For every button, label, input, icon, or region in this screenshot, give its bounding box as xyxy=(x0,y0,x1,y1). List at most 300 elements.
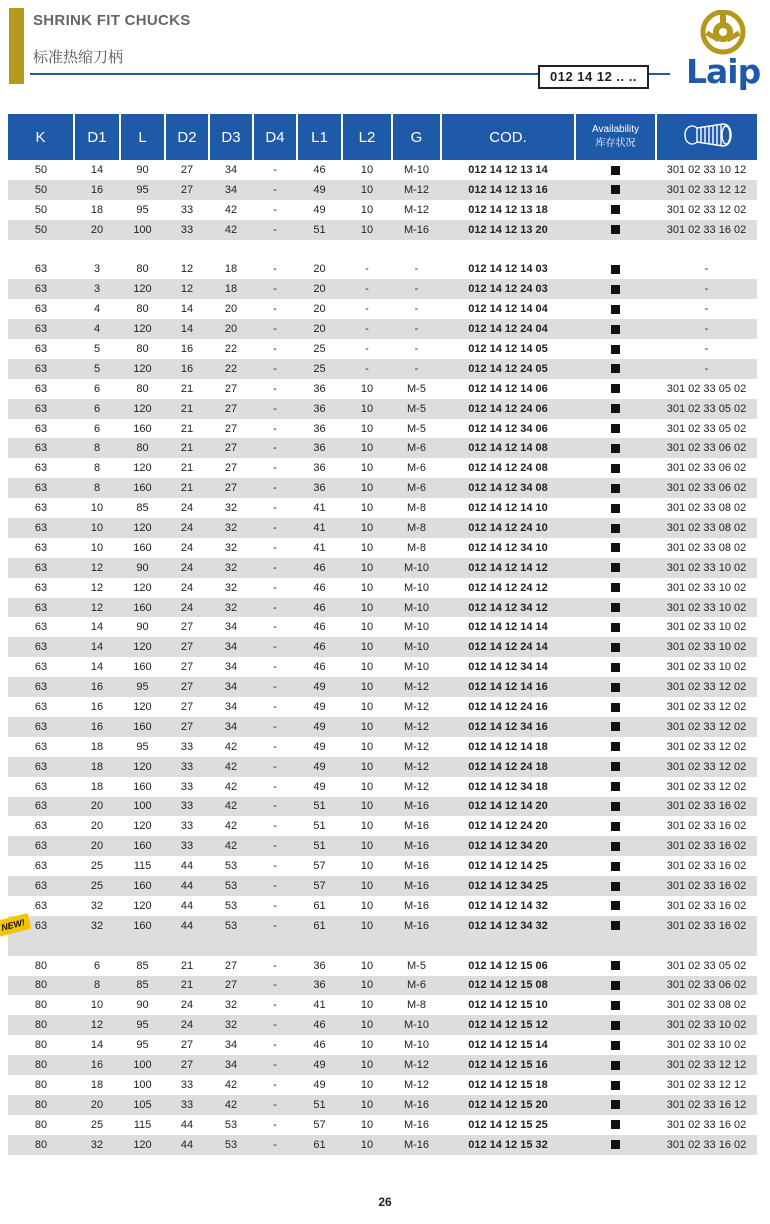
cell-l2: 10 xyxy=(342,419,392,439)
cell-d1: 14 xyxy=(74,657,120,677)
cell-cod: 012 14 12 14 20 xyxy=(441,797,575,817)
cell-l: 120 xyxy=(120,279,165,299)
cell-d2: 21 xyxy=(165,458,209,478)
cell-d3: 42 xyxy=(209,200,253,220)
cell-d1: 5 xyxy=(74,339,120,359)
cell-l1: 57 xyxy=(297,876,342,896)
cell-d2: 16 xyxy=(165,359,209,379)
product-table xyxy=(8,114,757,1155)
cell-d3: 34 xyxy=(209,160,253,180)
cell-d1: 20 xyxy=(74,797,120,817)
cell-d3: 32 xyxy=(209,498,253,518)
cell-availability xyxy=(575,816,656,836)
cell-k: 63 xyxy=(8,379,74,399)
cell-l2: 10 xyxy=(342,697,392,717)
cell-d4: - xyxy=(253,856,297,876)
cell-d3: 32 xyxy=(209,598,253,618)
cell-cod: 012 14 12 14 08 xyxy=(441,438,575,458)
cell-cod: 012 14 12 15 20 xyxy=(441,1095,575,1115)
cell-d1: 6 xyxy=(74,399,120,419)
cell-d2: 33 xyxy=(165,836,209,856)
cell-d4: - xyxy=(253,438,297,458)
cell-d3: 34 xyxy=(209,637,253,657)
cell-screw-code: 301 02 33 12 12 xyxy=(656,1055,757,1075)
cell-g: M-10 xyxy=(392,637,441,657)
cell-l1: 61 xyxy=(297,1135,342,1155)
in-stock-square-icon xyxy=(611,762,620,771)
cell-d1: 14 xyxy=(74,1035,120,1055)
cell-l: 160 xyxy=(120,478,165,498)
cell-d4: - xyxy=(253,160,297,180)
cell-d3: 27 xyxy=(209,458,253,478)
cell-cod: 012 14 12 14 16 xyxy=(441,677,575,697)
cell-k: 63 xyxy=(8,299,74,319)
table-row xyxy=(8,836,757,856)
cell-d4: - xyxy=(253,458,297,478)
cell-cod: 012 14 12 15 06 xyxy=(441,956,575,976)
cell-availability xyxy=(575,1095,656,1115)
cell-l1: 49 xyxy=(297,180,342,200)
cell-k: 63 xyxy=(8,438,74,458)
availability-label: Availability xyxy=(591,124,640,135)
cell-cod: 012 14 12 34 25 xyxy=(441,876,575,896)
cell-screw-code: 301 02 33 10 02 xyxy=(656,657,757,677)
cell-g: M-5 xyxy=(392,419,441,439)
cell-availability xyxy=(575,319,656,339)
cell-d2: 33 xyxy=(165,816,209,836)
cell-g: M-6 xyxy=(392,438,441,458)
cell-k: 50 xyxy=(8,200,74,220)
cell-d4: - xyxy=(253,1035,297,1055)
cell-g: M-12 xyxy=(392,697,441,717)
cell-g: M-16 xyxy=(392,797,441,817)
in-stock-square-icon xyxy=(611,782,620,791)
cell-l1: 46 xyxy=(297,578,342,598)
cell-l: 160 xyxy=(120,598,165,618)
cell-l2: 10 xyxy=(342,160,392,180)
cell-screw-code: 301 02 33 05 02 xyxy=(656,419,757,439)
cell-availability xyxy=(575,518,656,538)
table-row xyxy=(8,379,757,399)
cell-screw-code: - xyxy=(656,339,757,359)
cell-availability xyxy=(575,976,656,996)
cell-l: 100 xyxy=(120,1055,165,1075)
cell-l2: 10 xyxy=(342,1095,392,1115)
cell-d3: 18 xyxy=(209,259,253,279)
cell-d1: 25 xyxy=(74,876,120,896)
cell-d4: - xyxy=(253,1095,297,1115)
cell-screw-code: 301 02 33 08 02 xyxy=(656,498,757,518)
cell-l: 80 xyxy=(120,299,165,319)
cell-d1: 16 xyxy=(74,180,120,200)
table-row xyxy=(8,956,757,976)
cell-screw-code: 301 02 33 16 12 xyxy=(656,1095,757,1115)
cell-k: 80 xyxy=(8,976,74,996)
cell-l: 160 xyxy=(120,657,165,677)
cell-d1: 18 xyxy=(74,1075,120,1095)
cell-d1: 10 xyxy=(74,995,120,1015)
cell-cod: 012 14 12 24 16 xyxy=(441,697,575,717)
in-stock-square-icon xyxy=(611,802,620,811)
cell-l1: 36 xyxy=(297,976,342,996)
cell-l: 120 xyxy=(120,518,165,538)
cell-g: - xyxy=(392,339,441,359)
table-row xyxy=(8,677,757,697)
cell-l1: 36 xyxy=(297,438,342,458)
cell-d1: 14 xyxy=(74,637,120,657)
in-stock-square-icon xyxy=(611,205,620,214)
in-stock-square-icon xyxy=(611,305,620,314)
cell-screw-code: 301 02 33 06 02 xyxy=(656,438,757,458)
cell-availability xyxy=(575,339,656,359)
cell-screw-code: 301 02 33 12 02 xyxy=(656,717,757,737)
table-row xyxy=(8,478,757,498)
cell-k: 63 xyxy=(8,757,74,777)
cell-l1: 49 xyxy=(297,757,342,777)
cell-l: 120 xyxy=(120,757,165,777)
cell-l2: 10 xyxy=(342,637,392,657)
table-row xyxy=(8,617,757,637)
cell-l2: 10 xyxy=(342,677,392,697)
in-stock-square-icon xyxy=(611,981,620,990)
cell-d3: 42 xyxy=(209,816,253,836)
cell-d2: 27 xyxy=(165,180,209,200)
cell-l2: 10 xyxy=(342,458,392,478)
cell-screw-code: 301 02 33 08 02 xyxy=(656,518,757,538)
cell-d1: 12 xyxy=(74,598,120,618)
cell-l: 95 xyxy=(120,1015,165,1035)
in-stock-square-icon xyxy=(611,325,620,334)
cell-screw-code: 301 02 33 16 02 xyxy=(656,916,757,936)
table-row xyxy=(8,856,757,876)
in-stock-square-icon xyxy=(611,1041,620,1050)
cell-cod: 012 14 12 15 12 xyxy=(441,1015,575,1035)
cell-d2: 27 xyxy=(165,677,209,697)
table-row xyxy=(8,976,757,996)
col-header-l: L xyxy=(120,114,165,160)
col-header-l2: L2 xyxy=(342,114,392,160)
cell-d4: - xyxy=(253,578,297,598)
cell-l1: 36 xyxy=(297,956,342,976)
cell-k: 63 xyxy=(8,916,74,936)
laip-logo xyxy=(686,10,760,92)
cell-screw-code: 301 02 33 16 02 xyxy=(656,797,757,817)
cell-k: 63 xyxy=(8,617,74,637)
cell-l: 90 xyxy=(120,558,165,578)
cell-availability xyxy=(575,617,656,637)
cell-cod: 012 14 12 24 14 xyxy=(441,637,575,657)
in-stock-square-icon xyxy=(611,404,620,413)
cell-d2: 24 xyxy=(165,1015,209,1035)
cell-d4: - xyxy=(253,319,297,339)
cell-l: 80 xyxy=(120,259,165,279)
cell-l1: 46 xyxy=(297,1035,342,1055)
cell-g: M-12 xyxy=(392,777,441,797)
cell-d1: 32 xyxy=(74,896,120,916)
cell-g: M-8 xyxy=(392,538,441,558)
cell-availability xyxy=(575,737,656,757)
cell-d3: 32 xyxy=(209,538,253,558)
cell-g: M-16 xyxy=(392,1115,441,1135)
cell-screw-code: 301 02 33 08 02 xyxy=(656,995,757,1015)
cell-cod: 012 14 12 15 10 xyxy=(441,995,575,1015)
cell-availability xyxy=(575,538,656,558)
cell-d1: 10 xyxy=(74,518,120,538)
cell-l1: 49 xyxy=(297,200,342,220)
cell-d2: 21 xyxy=(165,399,209,419)
cell-l: 160 xyxy=(120,836,165,856)
table-row xyxy=(8,717,757,737)
in-stock-square-icon xyxy=(611,722,620,731)
cell-cod: 012 14 12 15 14 xyxy=(441,1035,575,1055)
cell-d1: 20 xyxy=(74,816,120,836)
cell-d2: 44 xyxy=(165,1115,209,1135)
table-row xyxy=(8,1035,757,1055)
cell-screw-code: 301 02 33 16 02 xyxy=(656,836,757,856)
cell-d4: - xyxy=(253,1015,297,1035)
cell-l: 120 xyxy=(120,637,165,657)
cell-screw-code: - xyxy=(656,319,757,339)
cell-l1: 49 xyxy=(297,697,342,717)
cell-availability xyxy=(575,956,656,976)
cell-d4: - xyxy=(253,876,297,896)
table-row xyxy=(8,1115,757,1135)
cell-l: 160 xyxy=(120,538,165,558)
cell-d1: 14 xyxy=(74,617,120,637)
cell-k: 80 xyxy=(8,1035,74,1055)
cell-l: 95 xyxy=(120,180,165,200)
cell-screw-code: 301 02 33 10 12 xyxy=(656,160,757,180)
table-row xyxy=(8,1075,757,1095)
cell-l2: 10 xyxy=(342,478,392,498)
in-stock-square-icon xyxy=(611,166,620,175)
cell-d3: 22 xyxy=(209,339,253,359)
cell-k: 63 xyxy=(8,259,74,279)
cell-k: 63 xyxy=(8,498,74,518)
cell-l: 160 xyxy=(120,876,165,896)
cell-screw-code: 301 02 33 12 12 xyxy=(656,180,757,200)
cell-g: - xyxy=(392,359,441,379)
cell-d3: 42 xyxy=(209,220,253,240)
cell-availability xyxy=(575,677,656,697)
cell-availability xyxy=(575,637,656,657)
cell-cod: 012 14 12 15 16 xyxy=(441,1055,575,1075)
cell-l: 90 xyxy=(120,995,165,1015)
in-stock-square-icon xyxy=(611,643,620,652)
cell-k: 63 xyxy=(8,319,74,339)
cell-l1: 51 xyxy=(297,1095,342,1115)
cell-d2: 24 xyxy=(165,598,209,618)
cell-g: M-12 xyxy=(392,757,441,777)
cell-availability xyxy=(575,856,656,876)
in-stock-square-icon xyxy=(611,265,620,274)
col-header-d2: D2 xyxy=(165,114,209,160)
in-stock-square-icon xyxy=(611,882,620,891)
cell-k: 63 xyxy=(8,717,74,737)
cell-l1: 49 xyxy=(297,777,342,797)
cell-l1: 46 xyxy=(297,657,342,677)
in-stock-square-icon xyxy=(611,663,620,672)
cell-l1: 49 xyxy=(297,677,342,697)
cell-l: 120 xyxy=(120,399,165,419)
cell-l2: 10 xyxy=(342,598,392,618)
cell-cod: 012 14 12 24 05 xyxy=(441,359,575,379)
cell-d3: 34 xyxy=(209,657,253,677)
cell-d3: 42 xyxy=(209,1075,253,1095)
cell-cod: 012 14 12 15 32 xyxy=(441,1135,575,1155)
cell-l: 80 xyxy=(120,379,165,399)
table-row xyxy=(8,458,757,478)
table-row xyxy=(8,220,757,240)
cell-d1: 16 xyxy=(74,717,120,737)
cell-g: M-6 xyxy=(392,478,441,498)
in-stock-square-icon xyxy=(611,424,620,433)
cell-screw-code: 301 02 33 12 12 xyxy=(656,1075,757,1095)
cell-g: M-5 xyxy=(392,379,441,399)
series-code-box: 012 14 12 .. .. xyxy=(538,65,649,89)
cell-d2: 44 xyxy=(165,856,209,876)
cell-d1: 18 xyxy=(74,737,120,757)
cell-l2: 10 xyxy=(342,1135,392,1155)
cell-d4: - xyxy=(253,419,297,439)
cell-l2: 10 xyxy=(342,538,392,558)
in-stock-square-icon xyxy=(611,1081,620,1090)
cell-d4: - xyxy=(253,956,297,976)
cell-d2: 24 xyxy=(165,578,209,598)
table-header-row xyxy=(8,114,757,160)
cell-cod: 012 14 12 14 25 xyxy=(441,856,575,876)
cell-screw-code: 301 02 33 12 02 xyxy=(656,697,757,717)
in-stock-square-icon xyxy=(611,345,620,354)
cell-l1: 36 xyxy=(297,399,342,419)
cell-screw-code: 301 02 33 06 02 xyxy=(656,458,757,478)
cell-l: 80 xyxy=(120,438,165,458)
cell-l1: 61 xyxy=(297,916,342,936)
cell-l: 100 xyxy=(120,220,165,240)
cell-l1: 46 xyxy=(297,558,342,578)
cell-l: 85 xyxy=(120,498,165,518)
cell-availability xyxy=(575,1015,656,1035)
cell-d3: 34 xyxy=(209,1055,253,1075)
cell-g: - xyxy=(392,279,441,299)
cell-l: 115 xyxy=(120,1115,165,1135)
cell-l: 120 xyxy=(120,578,165,598)
cell-d4: - xyxy=(253,220,297,240)
table-row xyxy=(8,399,757,419)
cell-k: 63 xyxy=(8,419,74,439)
cell-d4: - xyxy=(253,1055,297,1075)
cell-g: - xyxy=(392,319,441,339)
in-stock-square-icon xyxy=(611,1140,620,1149)
cell-k: 50 xyxy=(8,220,74,240)
cell-g: M-10 xyxy=(392,1015,441,1035)
cell-availability xyxy=(575,836,656,856)
cell-screw-code: 301 02 33 10 02 xyxy=(656,637,757,657)
cell-l: 160 xyxy=(120,916,165,936)
cell-d2: 44 xyxy=(165,1135,209,1155)
cell-screw-code: 301 02 33 08 02 xyxy=(656,538,757,558)
cell-availability xyxy=(575,697,656,717)
cell-screw-code: 301 02 33 06 02 xyxy=(656,478,757,498)
cell-l: 115 xyxy=(120,856,165,876)
cell-k: 63 xyxy=(8,279,74,299)
cell-l2: 10 xyxy=(342,757,392,777)
cell-d3: 32 xyxy=(209,558,253,578)
cell-d4: - xyxy=(253,737,297,757)
table-row xyxy=(8,359,757,379)
cell-cod: 012 14 12 34 20 xyxy=(441,836,575,856)
cell-d3: 42 xyxy=(209,836,253,856)
cell-d2: 21 xyxy=(165,379,209,399)
cell-d3: 27 xyxy=(209,976,253,996)
cell-availability xyxy=(575,279,656,299)
cell-l1: 49 xyxy=(297,717,342,737)
cell-cod: 012 14 12 14 12 xyxy=(441,558,575,578)
cell-d3: 27 xyxy=(209,399,253,419)
cell-d2: 33 xyxy=(165,1095,209,1115)
cell-l: 160 xyxy=(120,717,165,737)
cell-d3: 27 xyxy=(209,419,253,439)
cell-k: 80 xyxy=(8,1135,74,1155)
cell-d3: 42 xyxy=(209,777,253,797)
cell-cod: 012 14 12 14 04 xyxy=(441,299,575,319)
in-stock-square-icon xyxy=(611,603,620,612)
cell-availability xyxy=(575,797,656,817)
cell-l2: 10 xyxy=(342,1035,392,1055)
table-row xyxy=(8,757,757,777)
cell-screw-code: - xyxy=(656,299,757,319)
cell-l2: 10 xyxy=(342,498,392,518)
cell-d4: - xyxy=(253,1075,297,1095)
cell-cod: 012 14 12 15 08 xyxy=(441,976,575,996)
cell-d3: 34 xyxy=(209,617,253,637)
in-stock-square-icon xyxy=(611,1100,620,1109)
table-row xyxy=(8,797,757,817)
cell-l2: 10 xyxy=(342,916,392,936)
in-stock-square-icon xyxy=(611,862,620,871)
cell-d1: 20 xyxy=(74,1095,120,1115)
cell-cod: 012 14 12 15 25 xyxy=(441,1115,575,1135)
cell-g: M-8 xyxy=(392,995,441,1015)
cell-k: 63 xyxy=(8,578,74,598)
cell-screw-code: - xyxy=(656,259,757,279)
cell-availability xyxy=(575,995,656,1015)
in-stock-square-icon xyxy=(611,1021,620,1030)
cell-l1: 36 xyxy=(297,478,342,498)
cell-d2: 27 xyxy=(165,637,209,657)
cell-d1: 10 xyxy=(74,498,120,518)
cell-d3: 27 xyxy=(209,478,253,498)
cell-l: 120 xyxy=(120,896,165,916)
cell-l2: 10 xyxy=(342,896,392,916)
cell-d3: 53 xyxy=(209,1135,253,1155)
cell-d2: 27 xyxy=(165,1055,209,1075)
cell-l: 120 xyxy=(120,319,165,339)
cell-k: 50 xyxy=(8,160,74,180)
cell-g: M-10 xyxy=(392,657,441,677)
cell-d3: 32 xyxy=(209,578,253,598)
cell-availability xyxy=(575,1035,656,1055)
in-stock-square-icon xyxy=(611,921,620,930)
cell-d1: 4 xyxy=(74,319,120,339)
cell-l1: 25 xyxy=(297,359,342,379)
cell-l: 80 xyxy=(120,339,165,359)
page-number: 26 xyxy=(378,1195,392,1209)
cell-screw-code: 301 02 33 16 02 xyxy=(656,1135,757,1155)
table-row xyxy=(8,578,757,598)
cell-availability xyxy=(575,1075,656,1095)
cell-d2: 33 xyxy=(165,737,209,757)
